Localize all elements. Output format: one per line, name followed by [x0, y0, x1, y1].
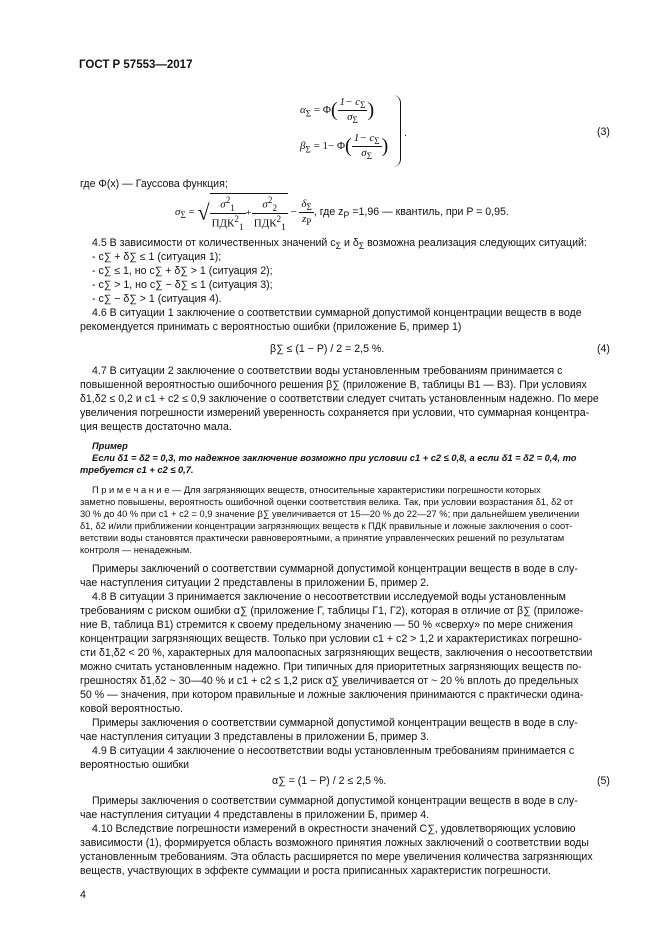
para-4-8-line: 4.8 В ситуации 3 принимается заключение о несоответствии исследуемой воды установленным [92, 591, 566, 603]
para-4-7-line: δ1,δ2 ≤ 0,2 и c1 + c2 ≤ 0,9 заключение о соответствии следует считать установленным надежно. По мере [80, 393, 599, 405]
gauss-function-line: где Φ(x) — Гауссова функция; [80, 178, 228, 190]
para-4-8-line: можно считать установленным надежно. При типичных для приоритетных загрязняющих веществ по- [80, 661, 582, 673]
note-line: δ1, δ2 и/или приближении концентрации загрязняющих веществ к ПДК правильные и ложные заключения о соот- [80, 521, 573, 531]
para-4-8-line: сти δ1,δ2 < 20 %, характерных для малоопасных загрязняющих веществ, заключения о несоответствии [80, 647, 593, 659]
para-4-8-line: концентрации загрязняющих веществ. Только при условии c1 + c2 > 1,2 и характеристиках погрешно- [80, 633, 582, 645]
sigma-equation: $\sigma_\Sigma$ = √ $\frac{\sigma^2_1}{ПДК^2_1}$ + $\frac{\sigma^2_2}{ПДК^2_1}$ − $\frac{\delta_\Sigma}{z_P}$ , где $z_P =1,96$ — квантиль, при P = 0,95. [175, 195, 509, 232]
para-4-10-line: 4.10 Вследствие погрешности измерений в окрестности значений C∑, удовлетворяющих условию [92, 823, 576, 835]
example-line: требуется c1 + c2 ≤ 0,7. [80, 465, 194, 475]
equation-3-alpha: $\alpha_\Sigma = \Phi$( $\frac{1- c_\Sigma}{\sigma_\Sigma}$ ) [300, 96, 375, 126]
para-4-7-line: 4.7 В ситуации 2 заключение о соответствии воды установленным требованиям принимается с [92, 365, 563, 377]
para-4-8-line: 50 % — значения, при котором правильные и ложные заключения принимаются с практически одина- [80, 689, 584, 701]
example-line: Если δ1 = δ2 = 0,3, то надежное заключение возможно при условии c1 + c2 ≤ 0,8, а если δ1 = δ2 = 0,4, то [92, 453, 577, 463]
para-examples-4-line: чае наступления ситуации 4 представлены в приложении Б, пример 4. [80, 809, 430, 821]
note-line: заметно повышены, вероятность ошибочной оценки соответствия велика. Так, при условии возрастания δ1, δ2 от [80, 497, 574, 507]
para-4-10-line: установленным требованиям. Эта область расширяется по мере увеличения количества загрязняющих [80, 851, 593, 863]
equation-5-number: (5) [597, 775, 610, 787]
para-4-9-line: вероятностью ошибки [80, 759, 189, 771]
para-examples-3-line: Примеры заключения о соответствии суммарной допустимой концентрации веществ в воде в слу- [92, 717, 578, 729]
document-header: ГОСТ Р 57553—2017 [79, 59, 193, 71]
note-line: 30 % до 40 % при c1 + c2 = 0,9 значение β∑ увеличивается от 15—20 % до 22—27 %; при дальнейшем увеличении [80, 509, 580, 519]
note-line: П р и м е ч а н и е — Для загрязняющих веществ, относительные характеристики погрешности которых [92, 485, 541, 495]
para-4-7-line: увеличения погрешности измерений уверенность сохраняется при условии, что суммарная концентра- [80, 407, 590, 419]
para-4-7-line: ция веществ достаточно мала. [80, 421, 232, 433]
para-4-8-line: ковой вероятностью. [80, 703, 183, 715]
equation-3-beta: $\beta_\Sigma = 1- \Phi$( $\frac{1- c_\Sigma}{\sigma_\Sigma}$ ) [300, 132, 389, 162]
para-4-6-line: рекомендуется принимать с вероятностью ошибки (приложение Б, пример 1) [80, 321, 462, 333]
equation-4-number: (4) [597, 343, 610, 355]
para-4-10-line: веществ, участвующих в эффекте суммации и роста приписанных характеристик погрешности. [80, 865, 551, 877]
para-4-10-line: зависимости (1), формируется область возможного принятия ложных заключений о соответствии воды [80, 837, 589, 849]
para-4-7-line: повышенной вероятностью ошибочного решения β∑ (приложение В, таблицы В1 — В3). При условиях [80, 379, 587, 391]
equation-4: β∑ ≤ (1 − P) / 2 = 2,5 %. [270, 343, 385, 355]
para-examples-3-line: чае наступления ситуации 3 представлены в приложении Б, пример 3. [80, 731, 430, 743]
equation-3-brace [392, 95, 401, 167]
page-number: 4 [80, 889, 86, 901]
equation-3-number: (3) [597, 126, 610, 138]
para-4-6-line: 4.6 В ситуации 1 заключение о соответствии суммарной допустимой концентрации веществ в воде [92, 307, 582, 319]
list-item: - c∑ ≤ 1, но c∑ + δ∑ > 1 (ситуация 2); [92, 265, 273, 277]
para-examples-2-line: Примеры заключений о соответствии суммарной допустимой концентрации веществ в воде в слу- [92, 563, 578, 575]
note-line: ветствии воды становятся практически равновероятными, а принятие управленческих решений по результатам [80, 533, 565, 543]
equation-5: α∑ = (1 − P) / 2 ≤ 2,5 %. [272, 775, 387, 787]
para-examples-4-line: Примеры заключения о соответствии суммарной допустимой концентрации веществ в воде в слу- [92, 795, 578, 807]
list-item: - c∑ > 1, но c∑ − δ∑ ≤ 1 (ситуация 3); [92, 279, 273, 291]
example-title: Пример [92, 441, 128, 451]
list-item: - c∑ − δ∑ > 1 (ситуация 4). [92, 293, 222, 305]
para-4-8-line: грешностях δ1,δ2 ~ 30—40 % и c1 + c2 ≤ 1,2 риск α∑ увеличивается от ~ 20 % вплоть до предельных [80, 675, 579, 687]
para-4-9-line: 4.9 В ситуации 4 заключение о несоответствии воды установленным требованиям принимается с [92, 745, 575, 757]
note-line: контроля — ненадежным. [80, 545, 192, 555]
para-4-8-line: ние В, таблица В1) стремится к своему предельному значению — 50 % «сверху» по мере снижения [80, 619, 573, 631]
equation-3-period: . [404, 127, 407, 139]
para-4-5-intro: 4.5 В зависимости от количественных значений $c_\Sigma$ и $\delta_\Sigma$ возможна реализация следующих ситуаций: [92, 237, 587, 252]
para-examples-2-line: чае наступления ситуации 2 представлены в приложении Б, пример 2. [80, 577, 430, 589]
list-item: - c∑ + δ∑ ≤ 1 (ситуация 1); [92, 251, 222, 263]
para-4-8-line: требованиям с риском ошибки α∑ (приложение Г, таблицы Г1, Г2), которая в отличие от β∑ (приложе- [80, 605, 584, 617]
